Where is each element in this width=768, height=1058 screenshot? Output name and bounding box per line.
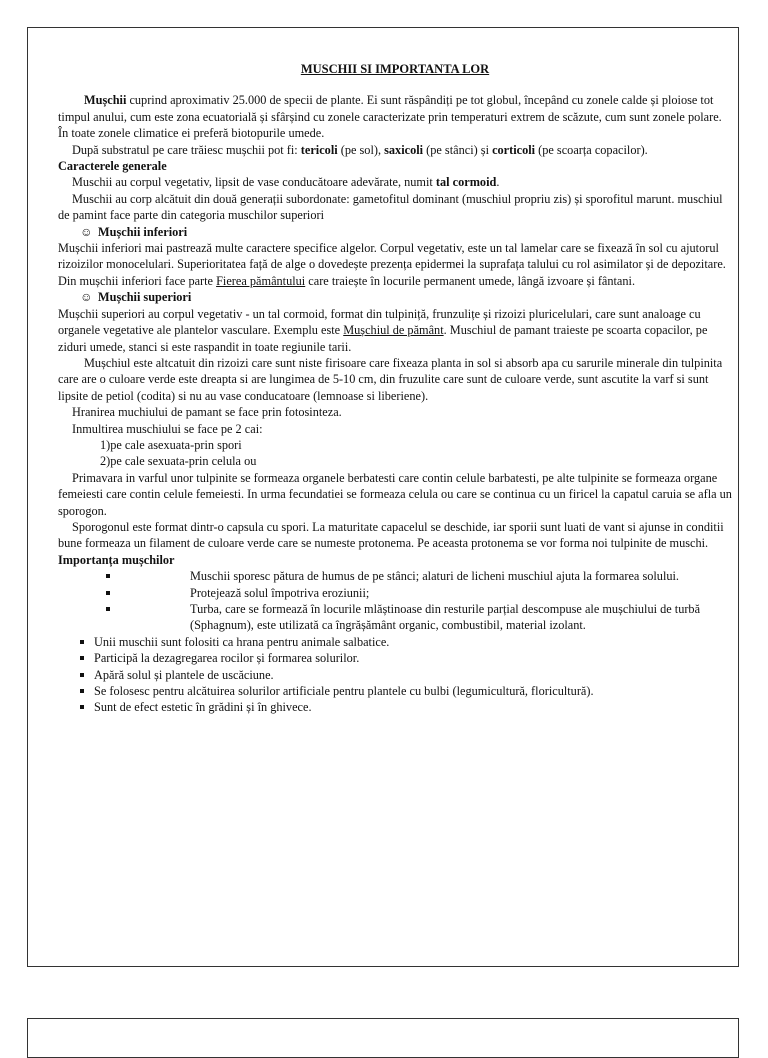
square-bullet-icon bbox=[106, 607, 110, 611]
list-item bbox=[58, 585, 732, 601]
general-characteristics-p1 bbox=[58, 174, 732, 190]
nutrition-paragraph: Hranirea muchiului de pamant se face prin fotosinteza. bbox=[72, 405, 342, 420]
intro-text: cuprind aproximativ 25.000 de specii de plante. Ei sunt răspândiți pe tot globul, începând cu zonele calde și ploiose tot timpul anului, cum este zona ecuatorială și sfârșind cu zonele caracterizate prin temperaturi extrem de scăzute, cum sunt zonele polare. În toate zonele climatice ei preferă biotopurile umede. bbox=[58, 93, 722, 141]
substrate-paragraph bbox=[58, 142, 732, 158]
substrate-term-corticoli: corticoli bbox=[492, 142, 536, 157]
intro-bold-term: Mușchii bbox=[84, 93, 127, 108]
general-characteristics-p2: Muschii au corp alcătuit din două generații subordonate: gametofitul dominant (muschiul propriu zis) și sporofitul marunt. muschiul de pamint face parte din categoria muschilor superiori bbox=[58, 191, 723, 223]
reproduction-way-1: 1)pe cale asexuata-prin spori bbox=[100, 437, 242, 452]
gc-p1-bold-term: tal cormoid bbox=[435, 175, 497, 190]
gc-p1-end: . bbox=[496, 175, 500, 190]
superior-text-end: . Muschiul de pamant traieste pe scoarta copacilor, pe ziduri umede, stanci si este raspandit in toate regiunile tarii. bbox=[58, 323, 708, 354]
inferior-mosses-paragraph bbox=[58, 240, 732, 289]
general-characteristics-heading: Caracterele generale bbox=[58, 159, 167, 174]
smiley-icon: ☺ bbox=[80, 224, 93, 239]
importance-bullet-list bbox=[58, 634, 732, 716]
smiley-icon: ☺ bbox=[80, 290, 93, 305]
superior-link-muschiul[interactable]: Mușchiul de pământ bbox=[343, 323, 444, 338]
substrate-text-3: (pe stânci) și bbox=[423, 142, 493, 157]
intro-paragraph bbox=[58, 92, 732, 141]
importance-item-2: Protejează solul împotriva eroziunii; bbox=[190, 585, 370, 600]
substrate-text-4: (pe scoarța copacilor). bbox=[535, 142, 648, 157]
document-content bbox=[58, 61, 732, 716]
reproduction-way-2: 2)pe cale sexuata-prin celula ou bbox=[100, 454, 257, 469]
substrate-text-1: După substratul pe care trăiesc mușchii pot fi: bbox=[72, 142, 301, 157]
inferior-text-end: care traiește în locurile permanent umede, lângă izvoare și fântani. bbox=[305, 273, 636, 288]
gc-p1-text: Muschii au corpul vegetativ, lipsit de vase conducătoare adevărate, numit bbox=[72, 175, 436, 190]
list-item: Apără solul și plantele de uscăciune. bbox=[58, 667, 732, 683]
superior-mosses-heading-text: Mușchii superiori bbox=[98, 290, 192, 305]
list-item: Unii muschii sunt folositi ca hrana pentru animale salbatice. bbox=[58, 634, 732, 650]
sporogon-paragraph: Sporogonul este format dintr-o capsula cu spori. La maturitate capacelul se deschide, iar sporii sunt luati de vant si ajunse in conditii bune formeaza un filament de culoare verde care se numeste protonema. Pe aceasta protonema se vor forma noi tulpinite de muschi. bbox=[58, 519, 724, 551]
importance-item-1: Muschii sporesc pătura de humus de pe stânci; alaturi de licheni muschiul ajuta la formarea solului. bbox=[190, 569, 679, 584]
substrate-term-tericoli: tericoli bbox=[300, 142, 338, 157]
next-page-edge bbox=[27, 1018, 739, 1058]
structure-paragraph: Mușchiul este altcatuit din rizoizi care sunt niste firisoare care fixeaza planta in sol si absorb apa cu sarurile minerale din tulpinita care are o culoare verde este dreapta si are lungimea de 5-10 cm, din fruzulite care sunt de culoare verde, sunt ascutite la varf si sunt lipsite de petiol (codita) si nu au vase conducatoare (lemnoase si liberiene). bbox=[58, 355, 723, 403]
list-item bbox=[58, 601, 732, 634]
list-item: Participă la dezagregarea rocilor și formarea solurilor. bbox=[58, 650, 732, 666]
superior-mosses-paragraph bbox=[58, 306, 732, 355]
inferior-mosses-heading bbox=[58, 224, 732, 240]
spring-paragraph: Primavara in varful unor tulpinite se formeaza organele berbatesti care contin celule barbatesti, pe alte tulpinite se formeaza organe femeiesti care contin celule femeiesti. In urma fecundatiei se formeaza celula ou care se continua cu un firicel la capatul caruia se afla un sporogon. bbox=[58, 470, 732, 518]
list-item: Se folosesc pentru alcătuirea solurilor artificiale pentru plantele cu bulbi (legumicultură, floricultură). bbox=[58, 683, 732, 699]
list-item: Sunt de efect estetic în grădini și în ghivece. bbox=[58, 699, 732, 715]
substrate-text-2: (pe sol), bbox=[337, 142, 385, 157]
document-title: MUSCHII SI IMPORTANTA LOR bbox=[300, 62, 490, 76]
square-bullet-icon bbox=[106, 591, 110, 595]
square-bullet-icon bbox=[106, 574, 110, 578]
importance-heading: Importanța mușchilor bbox=[58, 552, 175, 567]
list-item bbox=[58, 568, 732, 584]
inferior-text: Mușchii inferiori mai pastrează multe caractere specifice algelor. Corpul vegetativ, este un tal lamelar care se fixează în sol cu ajutorul rizoizilor monocelulari. Superioritatea față de alge o dovedește prezența epidermei la suprafața talului cu rol asimilator și de depozitare. Din mușchii inferiori face parte bbox=[58, 241, 726, 288]
inferior-mosses-heading-text: Mușchii inferiori bbox=[98, 224, 188, 239]
reproduction-paragraph: Inmultirea muschiului se face pe 2 cai: bbox=[72, 421, 263, 436]
superior-mosses-heading bbox=[58, 289, 732, 305]
inferior-link-fierea[interactable]: Fierea pământului bbox=[216, 273, 306, 288]
substrate-term-saxicoli: saxicoli bbox=[384, 142, 424, 157]
superior-text: Mușchii superiori au corpul vegetativ - un tal cormoid, format din tulpiniță, frunzulițe și rizoizi pluricelulari, care sunt analoage cu organele vegetative ale plantelor vasculare. Exemplu este bbox=[58, 306, 701, 338]
importance-item-3: Turba, care se formează în locurile mlăștinoase din resturile parțial descompuse ale mușchiului de turbă (Sphagnum), este utilizată ca îngrășământ organic, combustibil, material izolant. bbox=[190, 602, 701, 633]
document-page bbox=[27, 27, 739, 967]
